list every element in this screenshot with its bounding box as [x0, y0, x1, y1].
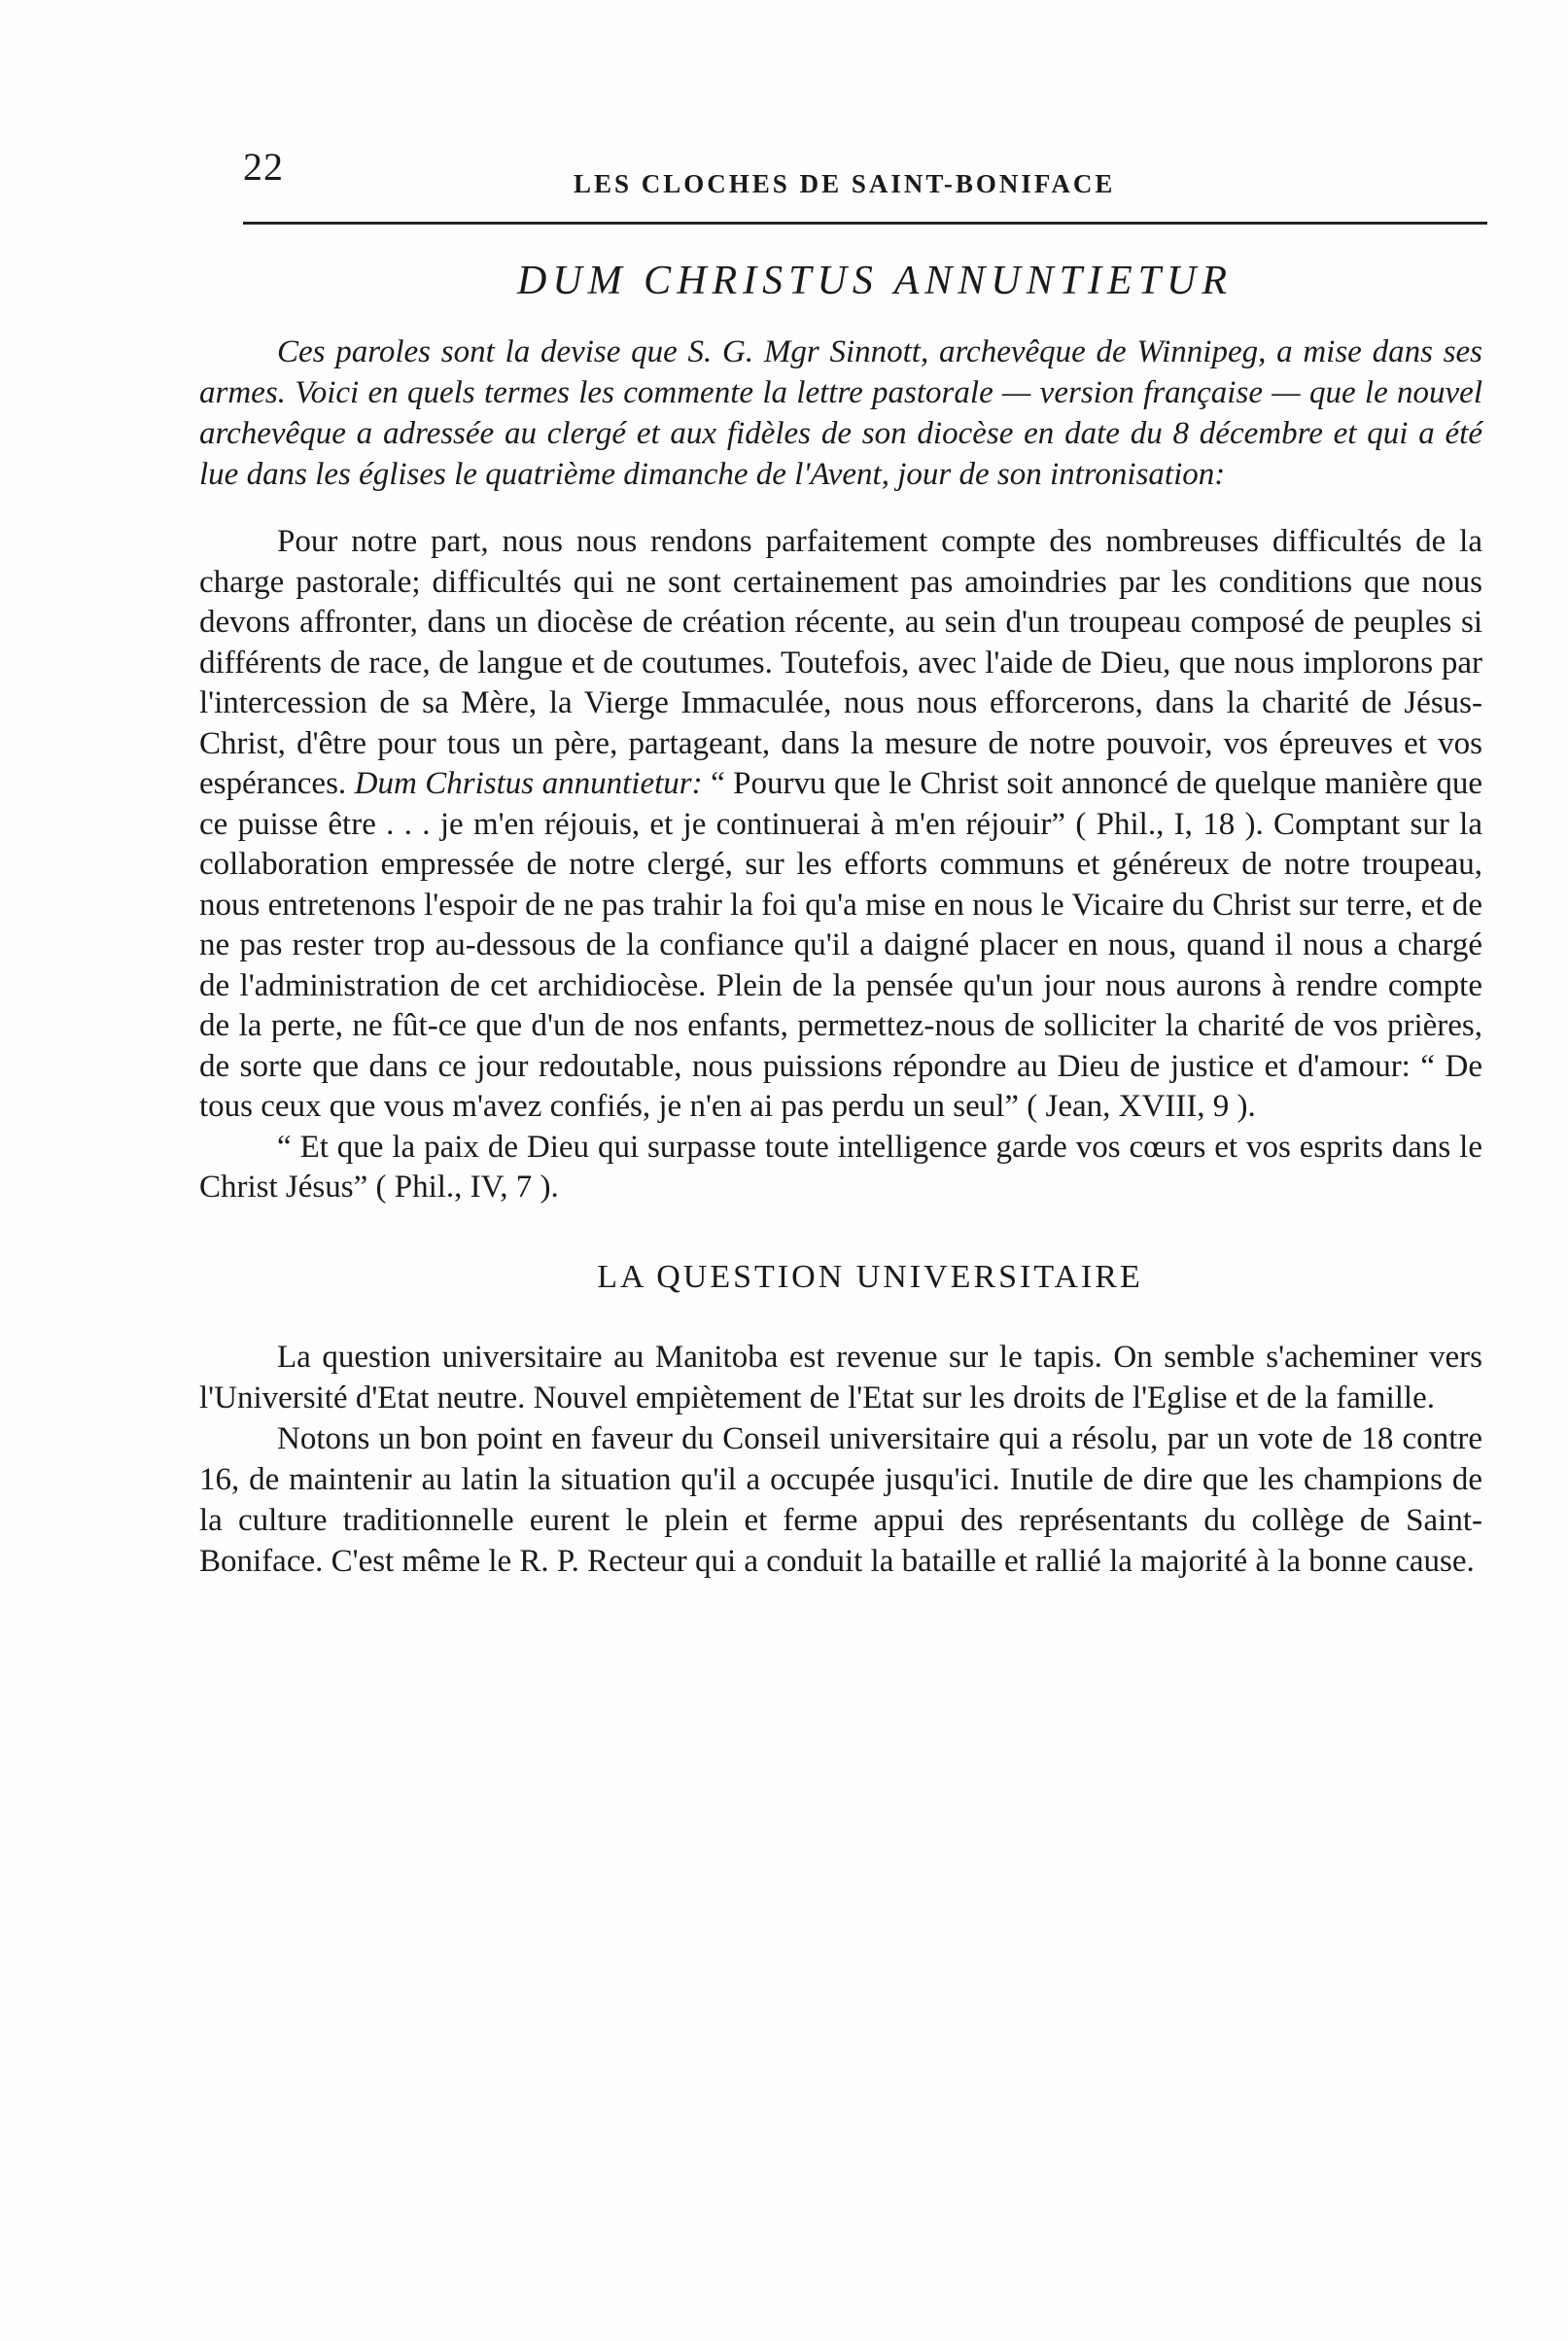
intro-paragraph: Ces paroles sont la devise que S. G. Mgr Sinnott, archevêque de Winnipeg, a mise dans ses armes. Voici en quels termes les commente la lettre pastorale — version française — que le nouvel archevêque a adressée au clergé et aux fidèles de son diocèse en date du 8 décembre et qui a été lue dans les églises le quatrième dimanche de l'Avent, jour de son intronisation:: [199, 334, 1482, 492]
header-rule: [243, 222, 1487, 225]
section-title: DUM CHRISTUS ANNUNTIETUR: [517, 259, 1233, 303]
pastoral-letter-blessing: “ Et que la paix de Dieu qui surpasse toute intelligence garde vos cœurs et vos esprits dans le Christ Jésus” ( Phil., IV, 7 ).: [199, 1129, 1482, 1205]
pastoral-letter-quote: [199, 522, 1482, 1128]
quote-text: Pour notre part, nous nous rendons parfaitement compte des nombreuses difficultés de la charge pastorale; difficultés qui ne sont certainement pas amoindries par les conditions que nous devons affronter, dans un diocèse de création récente, au sein d'un troupeau composé de peuples si différents de race, de langue et de coutumes. Toutefois, avec l'aide de Dieu, que nous implorons par l'intercession de sa Mère, la Vierge Immaculée, nous nous efforcerons, dans la charité de Jésus-Christ, d'être pour tous un père, partageant, dans la mesure de notre pouvoir, vos épreuves et vos espérances.: [199, 524, 1482, 801]
body-paragraph: Notons un bon point en faveur du Conseil universitaire qui a résolu, par un vote de 18 contre 16, de maintenir au latin la situation qu'il a occupée jusqu'ici. Inutile de dire que les champions de la culture traditionnelle eurent le plein et ferme appui des représentants du collège de Saint-Boniface. C'est même le R. P. Recteur qui a conduit la bataille et rallié la majorité à la bonne cause.: [199, 1420, 1482, 1579]
page-body: [199, 248, 1482, 1582]
running-header: [243, 144, 1487, 202]
quote-latin-motto: Dum Christus annuntietur:: [354, 766, 703, 801]
body-paragraph: La question universitaire au Manitoba est revenue sur le tapis. On semble s'acheminer vers l'Université d'Etat neutre. Nouvel empiètement de l'Etat sur les droits de l'Eglise et de la famille.: [199, 1339, 1482, 1415]
running-title: LES CLOCHES DE SAINT-BONIFACE: [574, 169, 1116, 198]
section-title: LA QUESTION UNIVERSITAIRE: [597, 1258, 1143, 1295]
section-question-universitaire: [199, 1259, 1482, 1582]
section-dum-christus: [199, 258, 1482, 1208]
page-number: 22: [243, 145, 284, 189]
quote-text: “ Pourvu que le Christ soit annoncé de quelque manière que ce puisse être . . . je m'en réjouis, et je continuerai à m'en réjouir” ( Phil., I, 18 ). Comptant sur la collaboration empressée de notre clergé, sur les efforts communs et généreux de notre troupeau, nous entretenons l'espoir de ne pas trahir la foi qu'a mise en nous le Vicaire du Christ sur terre, et de ne pas rester trop au-dessous de la confiance qu'il a daigné placer en nous, quand il nous a chargé de l'administration de cet archidiocèse. Plein de la pensée qu'un jour nous aurons à rendre compte de la perte, ne fût-ce que d'un de nos enfants, permettez-nous de solliciter la charité de vos prières, de sorte que dans ce jour redoutable, nous puissions répondre au Dieu de justice et d'amour: “ De tous ceux que vous m'avez confiés, je n'en ai pas perdu un seul” ( Jean, XVIII, 9 ).: [199, 766, 1482, 1124]
